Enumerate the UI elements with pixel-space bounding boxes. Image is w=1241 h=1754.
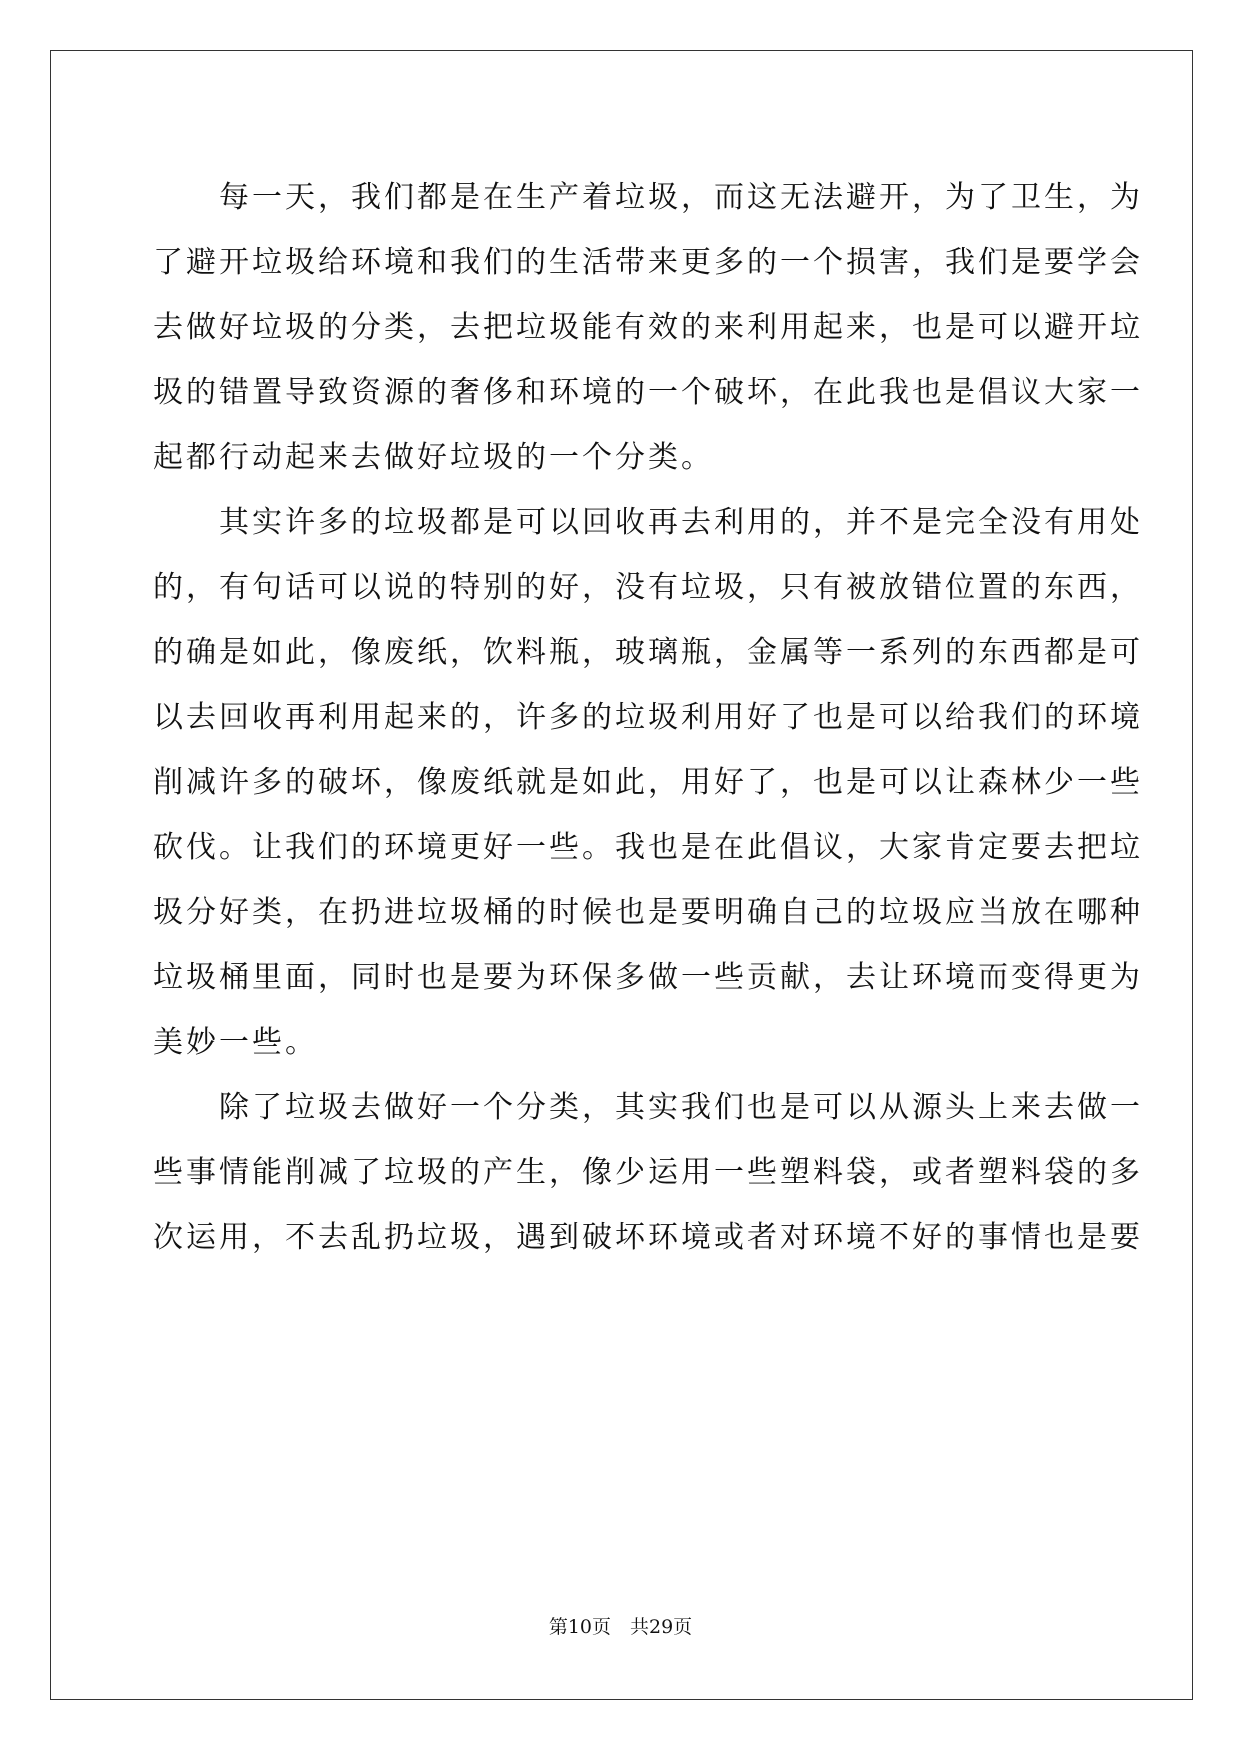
page-number: 第10页 共29页 — [548, 1616, 693, 1638]
text-line: 垃圾桶里面，同时也是要为环保多做一些贡献，去让环境而变得更为 — [153, 960, 1143, 995]
text-line: 的确是如此，像废纸，饮料瓶，玻璃瓶，金属等一系列的东西都是可 — [153, 635, 1143, 670]
text-line: 砍伐。让我们的环境更好一些。我也是在此倡议，大家肯定要去把垃 — [153, 830, 1143, 865]
text-line: 次运用，不去乱扔垃圾，遇到破坏环境或者对环境不好的事情也是要 — [153, 1220, 1143, 1255]
text-line: 削减许多的破坏，像废纸就是如此，用好了，也是可以让森林少一些 — [153, 765, 1143, 800]
text-line: 除了垃圾去做好一个分类，其实我们也是可以从源头上来去做一 — [153, 1090, 1143, 1125]
text-line: 了避开垃圾给环境和我们的生活带来更多的一个损害，我们是要学会 — [153, 245, 1143, 280]
text-line: 每一天，我们都是在生产着垃圾，而这无法避开，为了卫生，为 — [153, 180, 1143, 215]
text-line: 以去回收再利用起来的，许多的垃圾利用好了也是可以给我们的环境 — [153, 700, 1143, 735]
text-line: 其实许多的垃圾都是可以回收再去利用的，并不是完全没有用处 — [153, 505, 1143, 540]
text-line: 些事情能削减了垃圾的产生，像少运用一些塑料袋，或者塑料袋的多 — [153, 1155, 1143, 1190]
text-line: 起都行动起来去做好垃圾的一个分类。 — [153, 440, 714, 475]
text-line: 美妙一些。 — [153, 1025, 318, 1060]
text-line: 去做好垃圾的分类，去把垃圾能有效的来利用起来，也是可以避开垃 — [153, 310, 1143, 345]
text-line: 圾分好类，在扔进垃圾桶的时候也是要明确自己的垃圾应当放在哪种 — [153, 895, 1143, 930]
text-line: 圾的错置导致资源的奢侈和环境的一个破坏，在此我也是倡议大家一 — [153, 375, 1143, 410]
document-body — [153, 165, 1143, 1270]
text-line: 的，有句话可以说的特别的好，没有垃圾，只有被放错位置的东西， — [153, 570, 1143, 605]
